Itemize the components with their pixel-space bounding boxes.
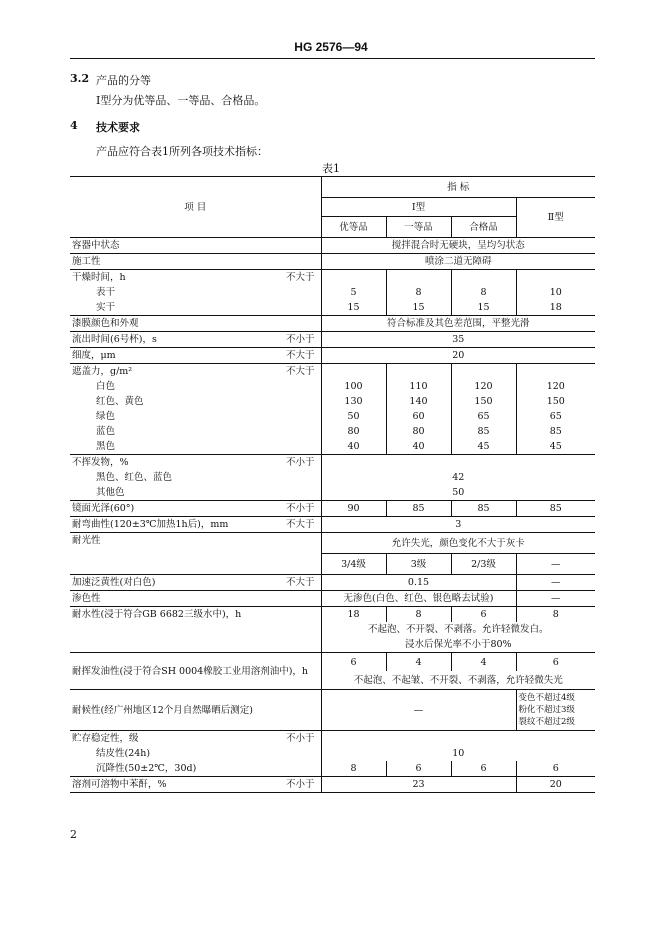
cell: 90 — [321, 501, 386, 517]
table-row — [70, 607, 595, 623]
row-value-type2: — — [516, 591, 595, 607]
row-label: 细度，μm — [72, 350, 116, 361]
cell: 18 — [516, 300, 595, 316]
cell: 50 — [321, 409, 386, 424]
table-row — [70, 746, 595, 761]
cell: 15 — [321, 300, 386, 316]
section-4-number: 4 — [70, 119, 78, 132]
row-label: 耐弯曲性(120±3℃加热1h后)，mm — [72, 519, 229, 530]
row-qualifier: 不小于 — [285, 457, 315, 468]
row-value: 0.15 — [321, 575, 516, 591]
cell: 150 — [546, 396, 565, 407]
table-row — [70, 761, 595, 777]
cell: 3/4级 — [321, 554, 386, 575]
cell: 8 — [552, 609, 559, 620]
row-label: 白色 — [70, 379, 321, 394]
table-row — [70, 285, 595, 300]
table-row — [70, 533, 595, 554]
row-qualifier: 不大于 — [285, 272, 315, 283]
header-type1: Ⅰ型 — [321, 198, 516, 217]
table-row — [70, 409, 595, 424]
cell: 2/3级 — [451, 554, 516, 575]
row-value-type2: 20 — [516, 777, 595, 793]
section-3-2-title: 产品的分等 — [96, 74, 151, 87]
section-3-2-text: Ⅰ型分为优等品、一等品、合格品。 — [96, 94, 266, 107]
standard-code-header: HG 2576—94 — [294, 40, 368, 54]
table-row — [70, 379, 595, 394]
row-value: 无渗色(白色、红色、银色略去试验) — [321, 591, 516, 607]
cell: 45 — [516, 439, 595, 455]
table-row — [70, 270, 595, 286]
table-title: 表1 — [322, 162, 340, 175]
row-value: — — [321, 690, 516, 731]
header-grade-first: 一等品 — [386, 217, 451, 238]
section-4-title: 技术要求 — [96, 121, 140, 134]
row-label: 溶剂可溶物中苯酐，% — [72, 779, 167, 790]
cell: 8 — [321, 761, 386, 777]
cell: 6 — [552, 656, 559, 668]
cell: 150 — [451, 394, 516, 409]
row-label: 遮盖力，g/m² — [72, 366, 133, 377]
row-qualifier: 不小于 — [285, 733, 315, 744]
cell: 3级 — [386, 554, 451, 575]
table-row — [70, 455, 595, 471]
row-value: 搅拌混合时无硬块，呈均匀状态 — [321, 238, 595, 254]
table-row — [70, 439, 595, 455]
row-value: 50 — [321, 485, 595, 501]
row-label: 结皮性(24h) — [70, 746, 321, 761]
table-row — [70, 424, 595, 439]
cell: 65 — [549, 411, 562, 422]
row-value: 35 — [321, 332, 595, 348]
cell: 40 — [386, 439, 451, 455]
cell: 140 — [386, 394, 451, 409]
cell: 4 — [451, 653, 516, 672]
row-label: 绿色 — [70, 409, 321, 424]
table-row — [70, 238, 595, 254]
row-value: 符合标准及其色差范围，平整光滑 — [321, 316, 595, 332]
row-value: 42 — [452, 472, 465, 483]
table-row — [70, 332, 595, 348]
table-row — [70, 485, 595, 501]
row-label: 耐挥发油性(浸于符合SH 0004橡胶工业用溶剂油中)，h — [70, 653, 321, 690]
cell: — — [516, 554, 595, 575]
cell: 85 — [386, 501, 451, 517]
table-row — [70, 348, 595, 364]
cell: 110 — [386, 379, 451, 394]
row-note: 浸水后保光率不小于80% — [321, 637, 595, 653]
table-row — [70, 470, 595, 485]
table-row — [70, 364, 595, 380]
row-label: 不挥发物，% — [72, 457, 129, 468]
row-label: 漆膜颜色和外观 — [70, 316, 321, 332]
cell: 6 — [451, 607, 516, 623]
cell: 15 — [451, 300, 516, 316]
weather-note: 裂纹不超过2级 — [518, 717, 575, 727]
weather-note: 变色不超过4级 — [518, 693, 575, 703]
header-index: 指 标 — [321, 177, 595, 198]
cell: 130 — [321, 394, 386, 409]
row-label: 耐水性(浸于符合GB 6682三级水中)，h — [70, 607, 321, 653]
weather-notes — [516, 690, 595, 731]
row-label: 流出时间(6号杯)，s — [72, 334, 157, 345]
row-note: 不起泡、不起皱、不开裂、不剥落，允许轻微失光 — [321, 671, 595, 690]
row-label: 干燥时间，h — [72, 272, 126, 283]
table-row — [70, 690, 595, 731]
cell: 120 — [451, 379, 516, 394]
row-label: 蓝色 — [70, 424, 321, 439]
cell: 85 — [451, 501, 516, 517]
page-number: 2 — [70, 828, 77, 841]
section-3-2-number: 3.2 — [70, 72, 90, 85]
row-qualifier: 不小于 — [285, 779, 315, 790]
header-item: 项 目 — [70, 177, 321, 238]
table-row — [70, 653, 595, 672]
header-grade-qualified: 合格品 — [451, 217, 516, 238]
cell: 5 — [321, 285, 386, 300]
row-label: 耐光性 — [70, 533, 321, 575]
header-grade-superior: 优等品 — [321, 217, 386, 238]
cell: 85 — [549, 426, 562, 437]
row-label: 加速泛黄性(对白色) — [72, 577, 156, 588]
header-rule — [70, 58, 595, 59]
row-label: 实干 — [70, 300, 321, 316]
row-value: 3 — [321, 517, 595, 533]
header-type2: Ⅱ型 — [516, 198, 595, 238]
row-value-type2: — — [516, 575, 595, 591]
row-qualifier: 不大于 — [285, 350, 315, 361]
row-label: 红色、黄色 — [70, 394, 321, 409]
cell: 60 — [386, 409, 451, 424]
row-value: 喷涂二道无障碍 — [321, 254, 595, 270]
table-row — [70, 777, 595, 793]
cell: 10 — [549, 287, 562, 298]
table-row — [70, 517, 595, 533]
row-label: 表干 — [70, 285, 321, 300]
cell: 6 — [386, 761, 451, 777]
row-qualifier: 不大于 — [285, 366, 315, 377]
row-value: 23 — [321, 777, 516, 793]
row-label: 施工性 — [70, 254, 321, 270]
row-label: 黑色 — [70, 439, 321, 455]
cell: 8 — [386, 285, 451, 300]
cell: 40 — [321, 439, 386, 455]
cell: 6 — [321, 653, 386, 672]
row-label: 沉降性(50±2℃，30d) — [70, 761, 321, 777]
row-label: 其他色 — [70, 485, 321, 501]
cell: 100 — [321, 379, 386, 394]
technical-requirements-table — [70, 176, 595, 793]
cell: 65 — [451, 409, 516, 424]
row-label: 耐候性(经广州地区12个月自然曝晒后测定) — [70, 690, 321, 731]
row-value: 20 — [321, 348, 595, 364]
row-qualifier: 不小于 — [285, 334, 315, 345]
table-row — [70, 254, 595, 270]
row-label: 贮存稳定性，级 — [72, 733, 139, 744]
table-row — [70, 575, 595, 591]
row-label: 渗色性 — [70, 591, 321, 607]
section-4-intro: 产品应符合表1所列各项技术指标： — [96, 145, 268, 158]
row-value: 10 — [452, 748, 465, 759]
table-row — [70, 300, 595, 316]
cell: 4 — [386, 653, 451, 672]
row-value: 允许失光，颜色变化不大于灰卡 — [321, 533, 595, 554]
row-qualifier: 不大于 — [285, 519, 315, 530]
cell: 85 — [516, 501, 595, 517]
cell: 85 — [451, 424, 516, 439]
cell: 45 — [451, 439, 516, 455]
cell: 6 — [516, 761, 595, 777]
table-row — [70, 731, 595, 747]
cell: 80 — [386, 424, 451, 439]
cell: 120 — [546, 381, 565, 392]
cell: 18 — [321, 607, 386, 623]
table-row — [70, 591, 595, 607]
table-row — [70, 394, 595, 409]
row-label: 容器中状态 — [70, 238, 321, 254]
row-note: 不起泡、不开裂、不剥落。允许轻微发白。 — [368, 624, 549, 635]
cell: 8 — [451, 285, 516, 300]
cell: 6 — [451, 761, 516, 777]
weather-note: 粉化不超过3级 — [518, 705, 575, 715]
table-row — [70, 501, 595, 517]
row-label: 镜面光泽(60°) — [72, 503, 135, 514]
row-label: 黑色、红色、蓝色 — [70, 470, 321, 485]
table-row — [70, 316, 595, 332]
row-qualifier: 不小于 — [285, 503, 315, 514]
cell: 8 — [386, 607, 451, 623]
cell: 80 — [321, 424, 386, 439]
cell: 15 — [386, 300, 451, 316]
row-qualifier: 不大于 — [285, 577, 315, 588]
